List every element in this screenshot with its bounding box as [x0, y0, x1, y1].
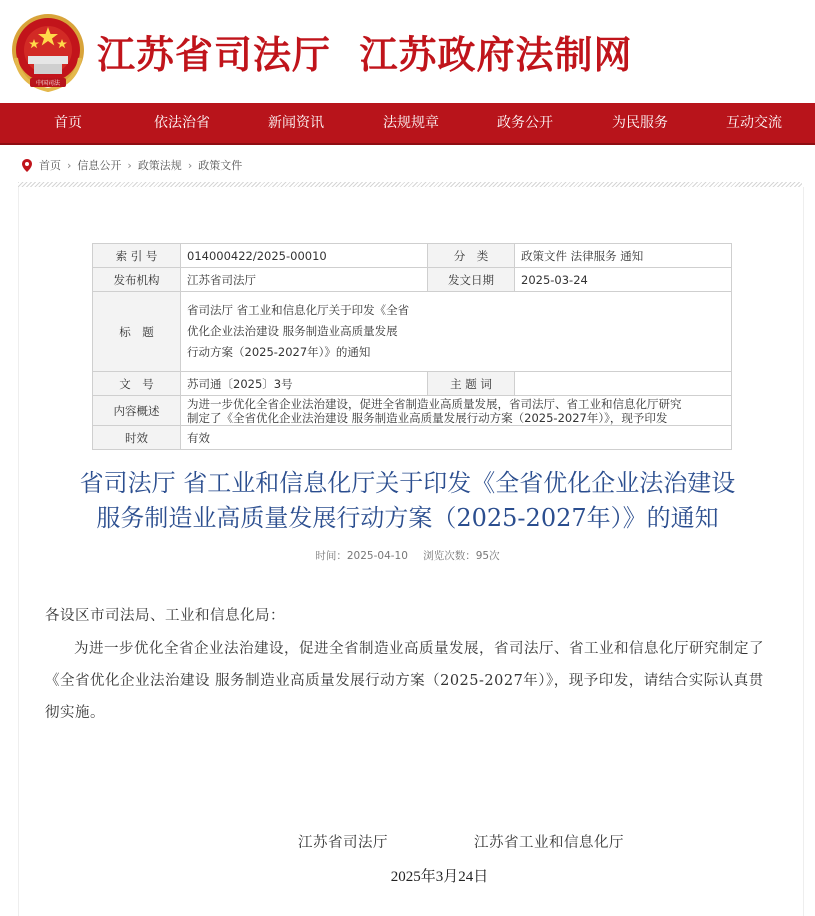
- signature-justice-dept: 江苏省司法厅: [298, 835, 388, 851]
- subject-label: 主 题 词: [428, 372, 515, 396]
- title-label: 标 题: [93, 292, 181, 372]
- salutation: 各设区市司法局、工业和信息化局：: [45, 608, 285, 624]
- breadcrumb-home[interactable]: 首页: [39, 159, 61, 172]
- divider-stripes: [18, 182, 802, 187]
- signature-industry-dept: 江苏省工业和信息化厅: [474, 835, 624, 851]
- doc-number-label: 文 号: [93, 372, 181, 396]
- site-header: [0, 0, 815, 103]
- location-pin-icon: [22, 159, 32, 172]
- index-value: 014000422/2025-00010: [181, 244, 428, 268]
- subject-value: [515, 372, 732, 396]
- nav-interaction[interactable]: 互动交流: [726, 115, 782, 131]
- title-line: 优化企业法治建设 服务制造业高质量发展: [187, 324, 398, 338]
- nav-news[interactable]: 新闻资讯: [268, 115, 324, 131]
- title-line: 省司法厅 省工业和信息化厅关于印发《全省: [187, 303, 410, 317]
- issue-date-label: 发文日期: [428, 268, 515, 292]
- article-title-line: 省司法厅 省工业和信息化厅关于印发《全省优化企业法治建设: [79, 469, 736, 497]
- title-line: 行动方案（2025-2027年）》的通知: [187, 345, 371, 359]
- nav-public-service[interactable]: 为民服务: [612, 115, 668, 131]
- nav-rule-of-law[interactable]: 依法治省: [154, 115, 210, 131]
- chevron-right-icon: ›: [187, 158, 193, 172]
- sign-date: 2025年3月24日: [390, 869, 489, 885]
- nav-government-affairs[interactable]: 政务公开: [497, 115, 553, 131]
- article-title-line: 服务制造业高质量发展行动方案（2025-2027年）》的通知: [96, 504, 719, 532]
- category-label: 分 类: [428, 244, 515, 268]
- view-count: 浏览次数：95次: [423, 550, 500, 562]
- breadcrumb-info-disclosure[interactable]: 信息公开: [77, 159, 122, 172]
- chevron-right-icon: ›: [127, 158, 132, 172]
- chevron-right-icon: ›: [67, 158, 72, 172]
- nav-regulations[interactable]: 法规规章: [383, 115, 439, 131]
- issue-date-value: 2025-03-24: [515, 268, 732, 292]
- issuer-label: 发布机构: [93, 268, 181, 292]
- validity-label: 时效: [93, 426, 181, 450]
- document-meta-table: [92, 243, 732, 450]
- main-nav: [0, 103, 815, 145]
- breadcrumb-policies[interactable]: 政策法规: [137, 159, 182, 172]
- breadcrumb: [22, 157, 242, 173]
- article-title: [30, 466, 785, 536]
- justice-emblem-icon[interactable]: [10, 10, 86, 94]
- site-title[interactable]: 江苏省司法厅 江苏政府法制网: [97, 33, 633, 77]
- doc-number-value: 苏司通〔2025〕3号: [181, 372, 428, 396]
- summary-line: 为进一步优化全省企业法治建设，促进全省制造业高质量发展，省司法厅、省工业和信息化厅研究: [187, 396, 682, 411]
- index-label: 索 引 号: [93, 244, 181, 268]
- validity-value: 有效: [181, 426, 732, 450]
- summary-line: 制定了《全省优化企业法治建设 服务制造业高质量发展行动方案（2025-2027年）》，现予印发: [187, 410, 668, 425]
- summary-label: 内容概述: [93, 396, 181, 426]
- breadcrumb-policy-documents[interactable]: 政策文件: [198, 159, 243, 172]
- issuer-value: 江苏省司法厅: [181, 268, 428, 292]
- nav-home[interactable]: 首页: [54, 115, 82, 131]
- title-value: [181, 292, 732, 372]
- body-paragraph: 为进一步优化全省企业法治建设，促进全省制造业高质量发展，省司法厅、省工业和信息化厅研究制定了《全省优化企业法治建设 服务制造业高质量发展行动方案（2025-2027年）》，现予印发，请结合实际认真贯彻实施。: [45, 641, 764, 721]
- category-value: 政策文件 法律服务 通知: [515, 244, 732, 268]
- emblem-text: 中国司法: [35, 80, 61, 87]
- summary-value: [181, 396, 732, 426]
- publish-time: 时间：2025-04-10: [315, 550, 408, 562]
- article-meta: [0, 548, 815, 563]
